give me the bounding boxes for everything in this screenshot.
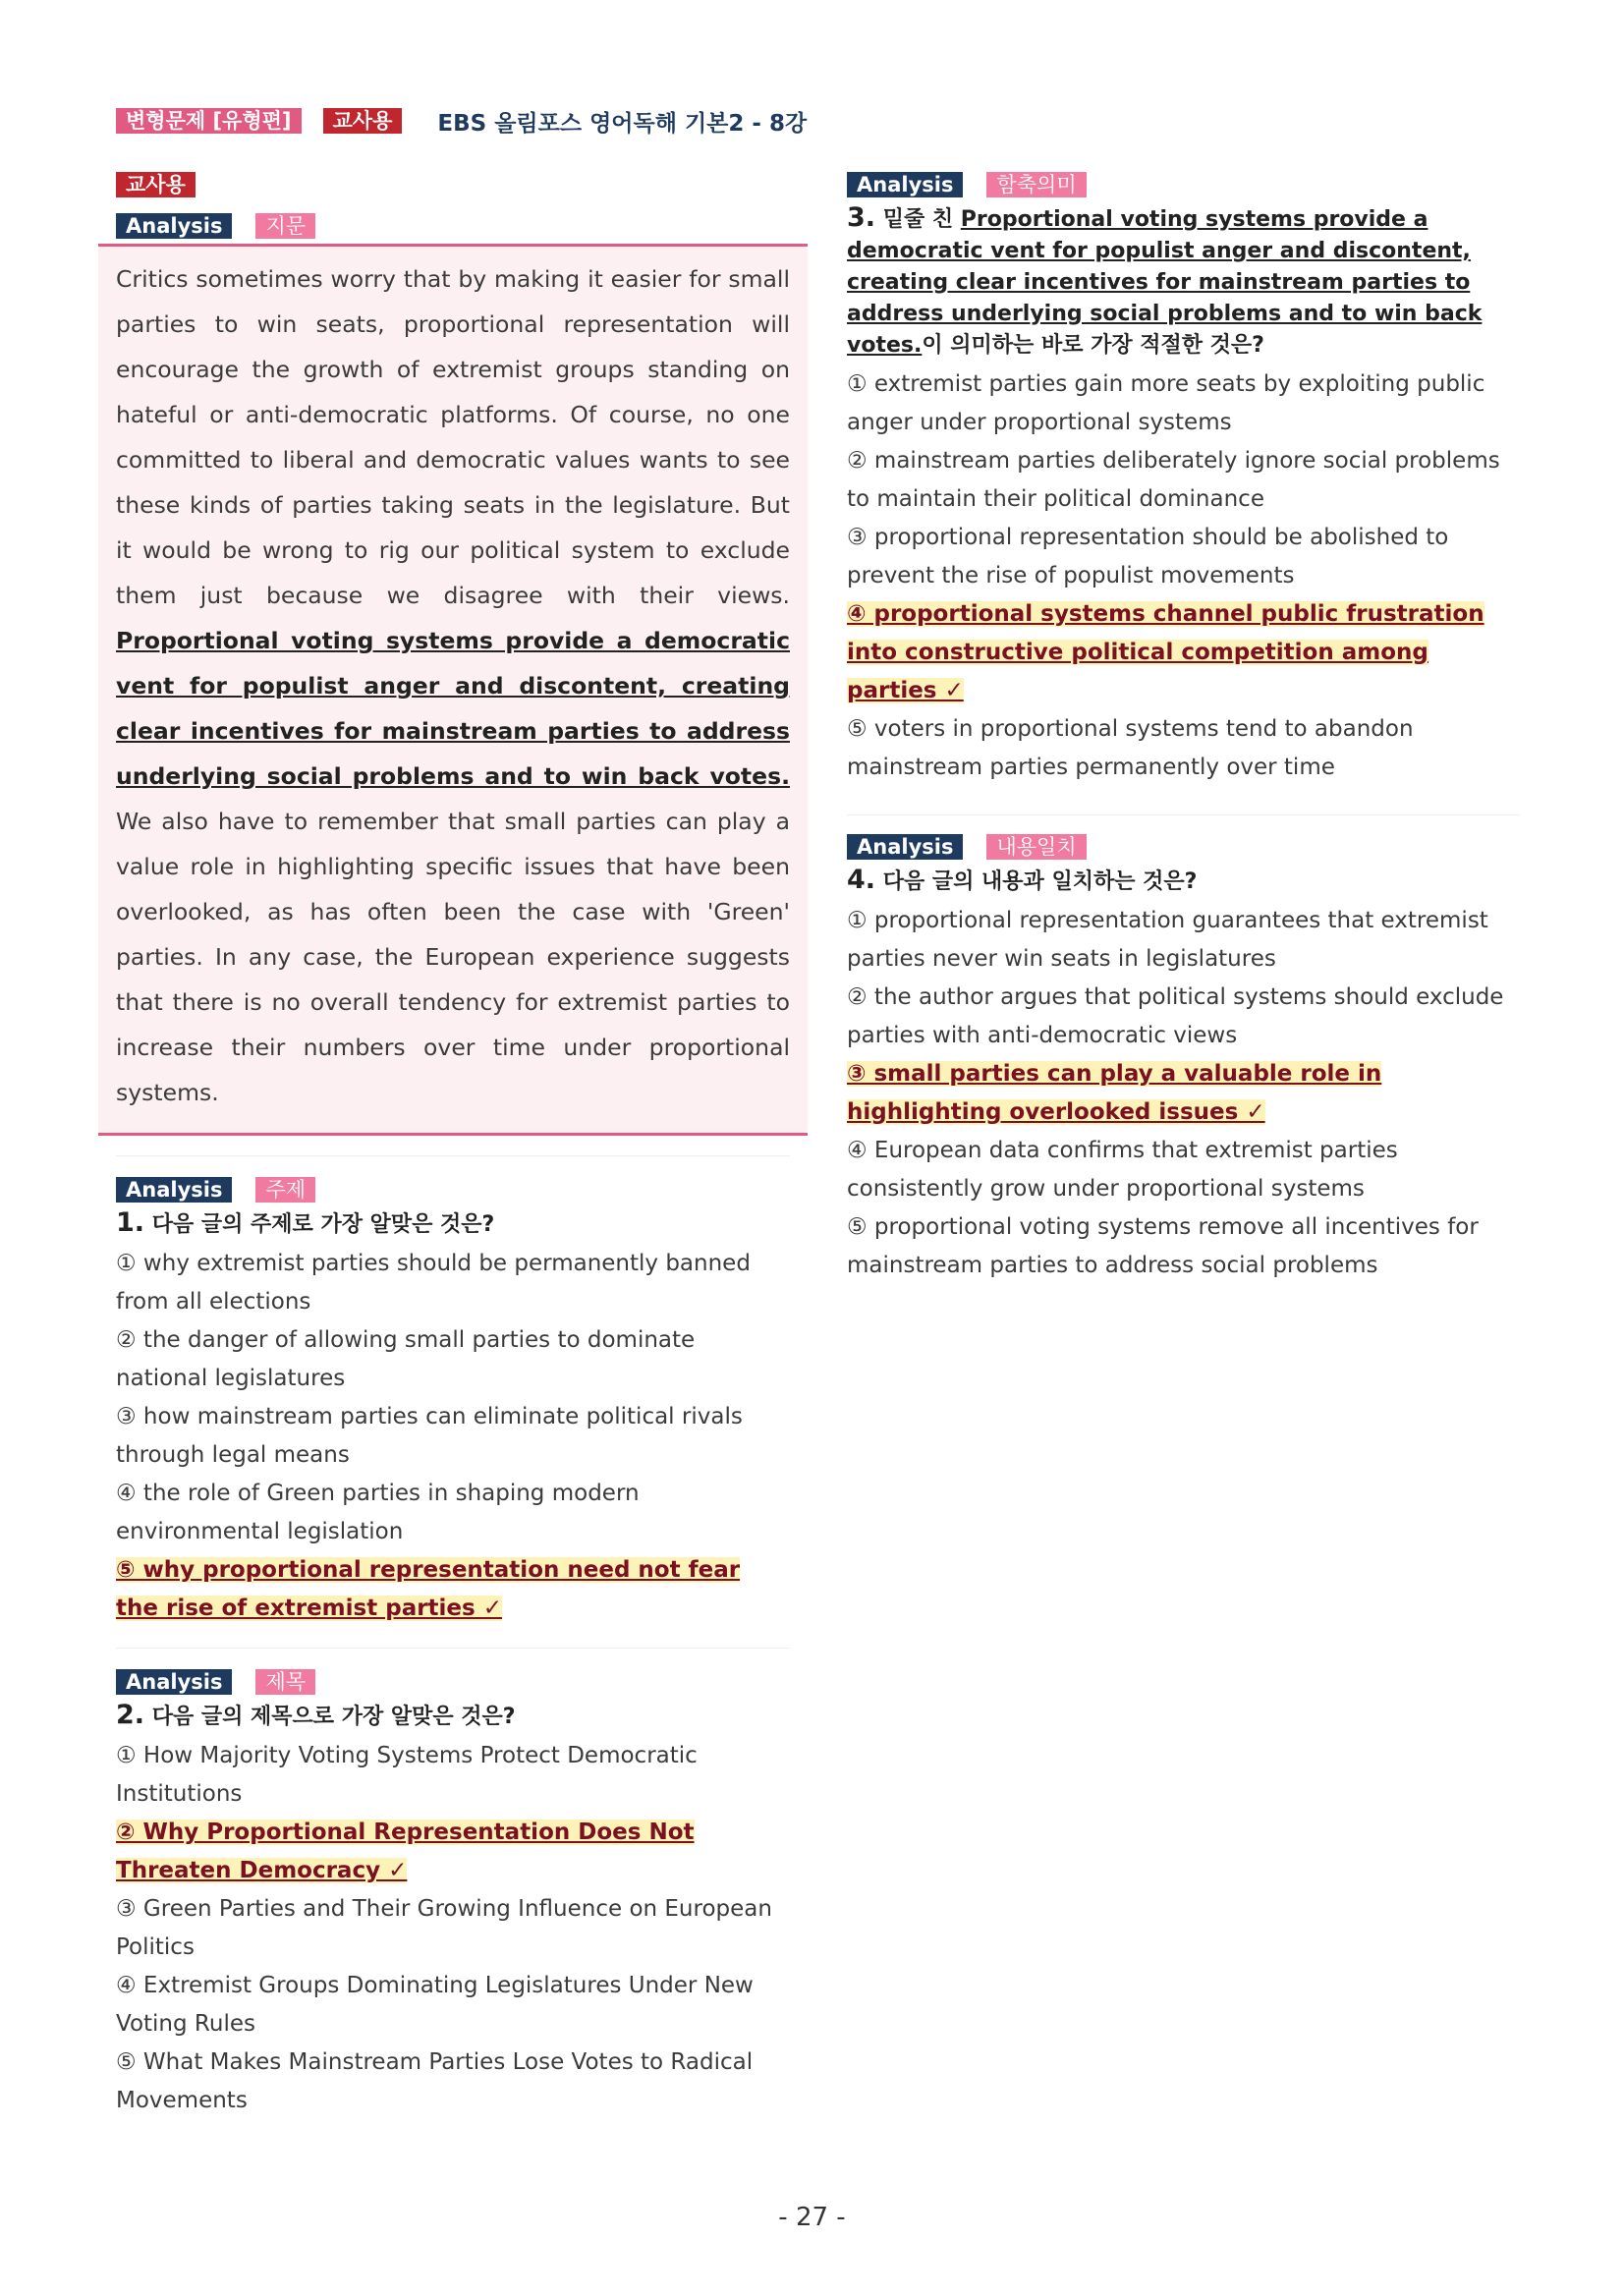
analysis-label: Analysis — [116, 213, 232, 239]
teacher-label-row — [116, 171, 808, 198]
q3-option-5: ⑤ voters in proportional systems tend to abandon mainstream parties permanently over time — [847, 716, 1414, 780]
right-column — [847, 171, 1520, 1285]
q3-suffix: 이 의미하는 바로 가장 적절한 것은? — [922, 333, 1264, 358]
passage-box — [98, 244, 808, 1136]
q3-option-2: ② mainstream parties deliberately ignore social problems to maintain their political dominance — [847, 448, 1500, 512]
page-header — [116, 106, 807, 136]
passage-text — [116, 256, 790, 1115]
question-3 — [847, 171, 1520, 787]
divider — [116, 1155, 790, 1156]
q3-type-tag: 함축의미 — [986, 172, 1086, 197]
q1-label-row — [116, 1176, 790, 1204]
q1-number: 1. — [116, 1207, 145, 1238]
q4-type-tag: 내용일치 — [986, 834, 1086, 860]
q2-type-tag: 제목 — [255, 1669, 315, 1695]
q1-option-3: ③ how mainstream parties can eliminate political rivals through legal means — [116, 1404, 743, 1468]
q4-question: 다음 글의 내용과 일치하는 것은? — [882, 869, 1198, 894]
page-number: - 27 - — [778, 2203, 846, 2232]
question-1 — [98, 1176, 808, 1628]
q1-question: 다음 글의 주제로 가장 알맞은 것은? — [151, 1212, 495, 1237]
passage-label-row — [116, 212, 808, 240]
q1-type-tag: 주제 — [255, 1177, 315, 1203]
q3-underlined-sentence: Proportional voting systems provide a democratic vent for populist anger and discontent, creating clear incentives for mainstream parties to address underlying social problems and to win back votes. — [847, 207, 1483, 358]
divider — [847, 814, 1520, 815]
divider — [116, 1648, 790, 1649]
q2-number: 2. — [116, 1700, 145, 1730]
teacher-label: 교사용 — [116, 172, 196, 197]
analysis-label: Analysis — [116, 1177, 232, 1203]
document-title: EBS 올림포스 영어독해 기본2 - 8강 — [437, 110, 808, 137]
q1-option-1: ① why extremist parties should be permanently banned from all elections — [116, 1251, 751, 1315]
q4-option-1: ① proportional representation guarantees that extremist parties never win seats in legislatures — [847, 908, 1488, 972]
question-4 — [847, 833, 1520, 1285]
q4-correct-answer: ③ small parties can play a valuable role in highlighting overlooked issues ✓ — [847, 1061, 1382, 1125]
q3-label-row — [847, 171, 1520, 198]
question-2 — [98, 1668, 808, 2120]
q1-option-4: ④ the role of Green parties in shaping modern environmental legislation — [116, 1481, 640, 1544]
q3-option-3: ③ proportional representation should be abolished to prevent the rise of populist movements — [847, 525, 1449, 588]
q2-title — [116, 1700, 790, 1733]
left-column — [98, 171, 808, 2120]
q2-option-4: ④ Extremist Groups Dominating Legislatures Under New Voting Rules — [116, 1973, 754, 2037]
q2-question: 다음 글의 제목으로 가장 알맞은 것은? — [151, 1705, 516, 1729]
q4-number: 4. — [847, 865, 876, 895]
variant-type-tag: 변형문제 [유형편] — [116, 108, 302, 134]
teacher-tag: 교사용 — [323, 108, 403, 134]
q2-option-3: ③ Green Parties and Their Growing Influence on European Politics — [116, 1896, 772, 1960]
passage-post: We also have to remember that small parties can play a value role in highlighting specific issues that have been overlooked, as has often been the case with 'Green' parties. In any case, the European experience suggests that there is no overall tendency for extremist parties to increase their numbers over time under proportional systems. — [116, 808, 790, 1106]
q4-title — [847, 865, 1520, 898]
analysis-label: Analysis — [847, 834, 963, 860]
q4-option-2: ② the author argues that political systems should exclude parties with anti-democratic views — [847, 984, 1504, 1048]
q2-label-row — [116, 1668, 790, 1696]
q1-option-2: ② the danger of allowing small parties to dominate national legislatures — [116, 1327, 696, 1391]
q1-title — [116, 1207, 790, 1241]
passage-tag: 지문 — [255, 213, 315, 239]
analysis-label: Analysis — [116, 1669, 232, 1695]
q4-option-3-correct — [847, 1055, 1520, 1132]
q2-correct-answer: ② Why Proportional Representation Does Not Threaten Democracy ✓ — [116, 1820, 695, 1883]
q3-option-4-correct — [847, 595, 1520, 710]
q3-option-1: ① extremist parties gain more seats by exploiting public anger under proportional systems — [847, 371, 1485, 435]
q4-label-row — [847, 833, 1520, 861]
q4-option-4: ④ European data confirms that extremist parties consistently grow under proportional systems — [847, 1138, 1398, 1202]
q3-correct-answer: ④ proportional systems channel public frustration into constructive political competition among parties ✓ — [847, 601, 1484, 703]
q3-prefix: 밑줄 친 — [882, 207, 961, 232]
q3-title — [847, 202, 1520, 362]
passage-key-sentence: Proportional voting systems provide a democratic vent for populist anger and discontent, creating clear incentives for mainstream parties to address underlying social problems and to win back votes. — [116, 627, 790, 790]
analysis-label: Analysis — [847, 172, 963, 197]
q2-option-2-correct — [116, 1814, 790, 1890]
passage-pre: Critics sometimes worry that by making it easier for small parties to win seats, proportional representation will encourage the growth of extremist groups standing on hateful or anti-democratic platforms. Of course, no one committed to liberal and democratic values wants to see these kinds of parties taking seats in the legislature. But it would be wrong to rig our political system to exclude them just because we disagree with their views. — [116, 265, 790, 609]
q3-number: 3. — [847, 202, 876, 233]
q1-option-5-correct — [116, 1551, 790, 1628]
q2-option-1: ① How Majority Voting Systems Protect Democratic Institutions — [116, 1743, 698, 1807]
q4-option-5: ⑤ proportional voting systems remove all incentives for mainstream parties to address social problems — [847, 1214, 1479, 1278]
q1-correct-answer: ⑤ why proportional representation need not fear the rise of extremist parties ✓ — [116, 1557, 741, 1621]
q2-option-5: ⑤ What Makes Mainstream Parties Lose Votes to Radical Movements — [116, 2049, 754, 2113]
